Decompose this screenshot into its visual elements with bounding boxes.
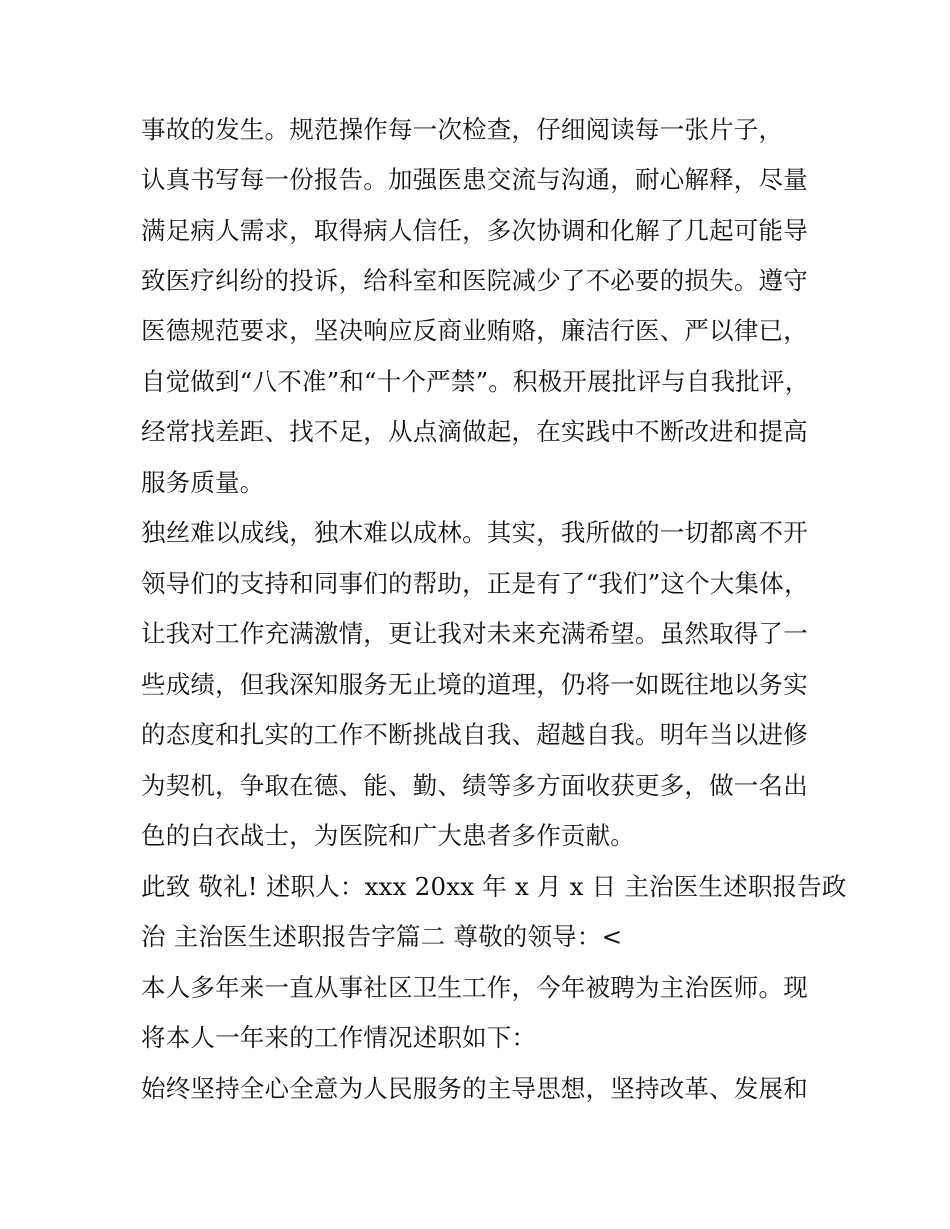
text-line: 为契机，争取在德、能、勤、绩等多方面收获更多，做一名出 bbox=[141, 771, 808, 800]
text-line: 将本人一年来的工作情况述职如下： bbox=[141, 1023, 537, 1052]
text-line: 经常找差距、找不足，从点滴做起，在实践中不断改进和提高 bbox=[141, 417, 808, 446]
text-line: 治 主治医生述职报告字篇二 尊敬的领导：< bbox=[141, 922, 623, 951]
text-line: 医德规范要求，坚决响应反商业贿赂，廉洁行医、严以律已， bbox=[141, 316, 808, 345]
text-line: 让我对工作充满激情，更让我对未来充满希望。虽然取得了一 bbox=[141, 619, 808, 648]
text-line: 致医疗纠纷的投诉，给科室和医院减少了不必要的损失。遵守 bbox=[141, 266, 808, 295]
text-line: 自觉做到“八不准”和“十个严禁”。积极开展批评与自我批评， bbox=[141, 367, 810, 396]
text-line: 领导们的支持和同事们的帮助，正是有了“我们”这个大集体， bbox=[141, 569, 809, 598]
text-line: 本人多年来一直从事社区卫生工作，今年被聘为主治医师。现 bbox=[141, 973, 808, 1002]
text-line: 独丝难以成线，独木难以成林。其实，我所做的一切都离不开 bbox=[141, 518, 808, 547]
text-line: 此致 敬礼! 述职人：xxx 20xx 年 x 月 x 日 主治医生述职报告政 bbox=[141, 872, 847, 901]
text-line: 满足病人需求，取得病人信任，多次协调和化解了几起可能导 bbox=[141, 216, 808, 245]
text-line: 色的白衣战士，为医院和广大患者多作贡献。 bbox=[141, 821, 635, 850]
text-line: 些成绩，但我深知服务无止境的道理，仍将一如既往地以务实 bbox=[141, 670, 808, 699]
text-line: 始终坚持全心全意为人民服务的主导思想，坚持改革、发展和 bbox=[141, 1074, 808, 1103]
text-line: 的态度和扎实的工作不断挑战自我、超越自我。明年当以进修 bbox=[141, 720, 808, 749]
text-line: 服务质量。 bbox=[141, 468, 265, 497]
text-line: 事故的发生。规范操作每一次检查，仔细阅读每一张片子， bbox=[141, 115, 784, 144]
text-line: 认真书写每一份报告。加强医患交流与沟通，耐心解释，尽量 bbox=[141, 165, 808, 194]
